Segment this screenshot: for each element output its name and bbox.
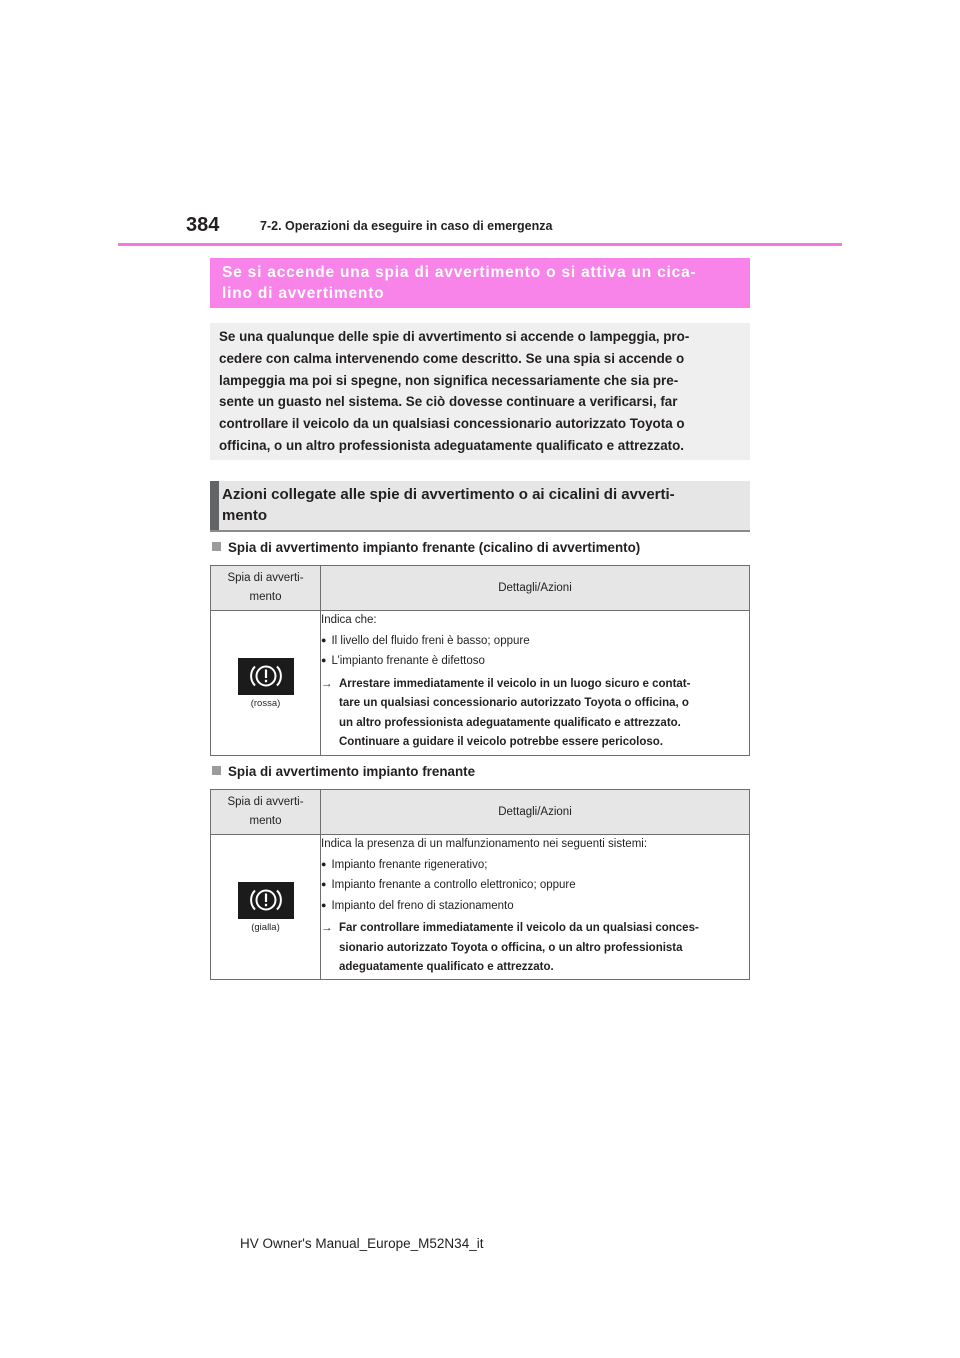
column-header-warning-light xyxy=(211,566,321,611)
column-header-warning-light xyxy=(211,790,321,835)
topic-banner xyxy=(210,258,750,308)
intro-line: officina, o un altro professionista adeguatamente qualificato e attrezzato. xyxy=(219,437,685,453)
square-bullet-icon xyxy=(212,766,221,775)
table-row xyxy=(211,835,750,980)
subheading-line-1: Azioni collegate alle spie di avvertimento o ai cicalini di avverti- xyxy=(222,486,675,503)
warning-light-cell xyxy=(211,835,321,980)
lamp-color-label: (gialla) xyxy=(251,921,280,933)
details-bullet: ● Impianto frenante rigenerativo; xyxy=(321,855,749,876)
intro-line: lampeggia ma poi si spegne, non significa necessariamente che sia pre- xyxy=(219,372,679,388)
table-header-row xyxy=(211,790,750,835)
page-number: 384 xyxy=(186,214,220,236)
details-cell xyxy=(321,611,750,756)
details-bullet: ● Impianto del freno di stazionamento xyxy=(321,896,749,917)
brake-warning-lamp xyxy=(238,658,294,695)
intro-line: controllare il veicolo da un qualsiasi concessionario autorizzato Toyota o xyxy=(219,416,685,432)
action-line: sionario autorizzato Toyota o officina, o un altro professionista xyxy=(339,941,683,954)
subheading-line-2: mento xyxy=(222,507,267,524)
arrow-right-icon: → xyxy=(321,677,333,690)
lamp-color-label: (rossa) xyxy=(250,697,281,709)
item-heading-brake-yellow xyxy=(212,764,475,779)
item-heading-brake-red xyxy=(212,540,640,555)
section-title: 7-2. Operazioni da eseguire in caso di emergenza xyxy=(260,219,553,233)
subheading-rule xyxy=(210,530,750,532)
action-block xyxy=(321,919,749,978)
topic-banner-line-1: Se si accende una spia di avvertimento o si attiva un cica- xyxy=(222,264,697,281)
footer-manual-id: HV Owner's Manual_Europe_M52N34_it xyxy=(240,1236,484,1251)
intro-line: cedere con calma intervenendo come descritto. Se una spia si accende o xyxy=(219,350,685,366)
details-cell xyxy=(321,835,750,980)
column-header-details: Dettagli/Azioni xyxy=(321,566,750,611)
column-header-line: mento xyxy=(249,591,282,603)
action-line: un altro professionista adeguatamente qualificato e attrezzato. xyxy=(339,716,681,729)
topic-banner-line-2: lino di avvertimento xyxy=(222,285,385,302)
table-row xyxy=(211,611,750,756)
details-intro: Indica che: xyxy=(321,614,377,626)
arrow-right-icon: → xyxy=(321,922,333,934)
table-header-row xyxy=(211,566,750,611)
details-bullet: ● L’impianto frenante è difettoso xyxy=(321,651,749,672)
action-line: Continuare a guidare il veicolo potrebbe essere pericoloso. xyxy=(339,736,664,748)
warning-light-cell xyxy=(211,611,321,756)
column-header-line: Spia di avverti- xyxy=(227,796,304,808)
column-header-line: mento xyxy=(249,815,282,827)
brake-warning-icon xyxy=(249,663,283,689)
brake-warning-icon xyxy=(249,887,283,913)
action-line: tare un qualsiasi concessionario autorizzato Toyota o officina, o xyxy=(339,697,689,709)
action-line: Far controllare immediatamente il veicolo da un qualsiasi conces- xyxy=(339,922,699,934)
action-line: Arrestare immediatamente il veicolo in un luogo sicuro e contat- xyxy=(339,677,691,690)
warning-table-brake-yellow xyxy=(210,789,750,980)
details-bullet: ● Il livello del fluido freni è basso; oppure xyxy=(321,631,749,652)
column-header-line: Spia di avverti- xyxy=(227,572,304,584)
details-bullet: ● Impianto frenante a controllo elettronico; oppure xyxy=(321,875,749,896)
subheading-box xyxy=(210,481,750,531)
item-heading-text: Spia di avvertimento impianto frenante xyxy=(228,764,476,779)
action-block xyxy=(321,675,749,753)
action-line: adeguatamente qualificato e attrezzato. xyxy=(339,961,554,973)
square-bullet-icon xyxy=(212,542,221,551)
intro-line: sente un guasto nel sistema. Se ciò dovesse continuare a verificarsi, far xyxy=(219,394,678,410)
column-header-details: Dettagli/Azioni xyxy=(321,790,750,835)
brake-warning-lamp xyxy=(238,882,294,919)
details-intro: Indica la presenza di un malfunzionamento nei seguenti sistemi: xyxy=(321,838,648,850)
header-rule xyxy=(118,243,842,246)
intro-line: Se una qualunque delle spie di avvertimento si accende o lampeggia, pro- xyxy=(219,329,690,344)
item-heading-text: Spia di avvertimento impianto frenante (cicalino di avvertimento) xyxy=(228,540,641,555)
intro-box xyxy=(210,323,750,460)
warning-table-brake-red xyxy=(210,565,750,756)
